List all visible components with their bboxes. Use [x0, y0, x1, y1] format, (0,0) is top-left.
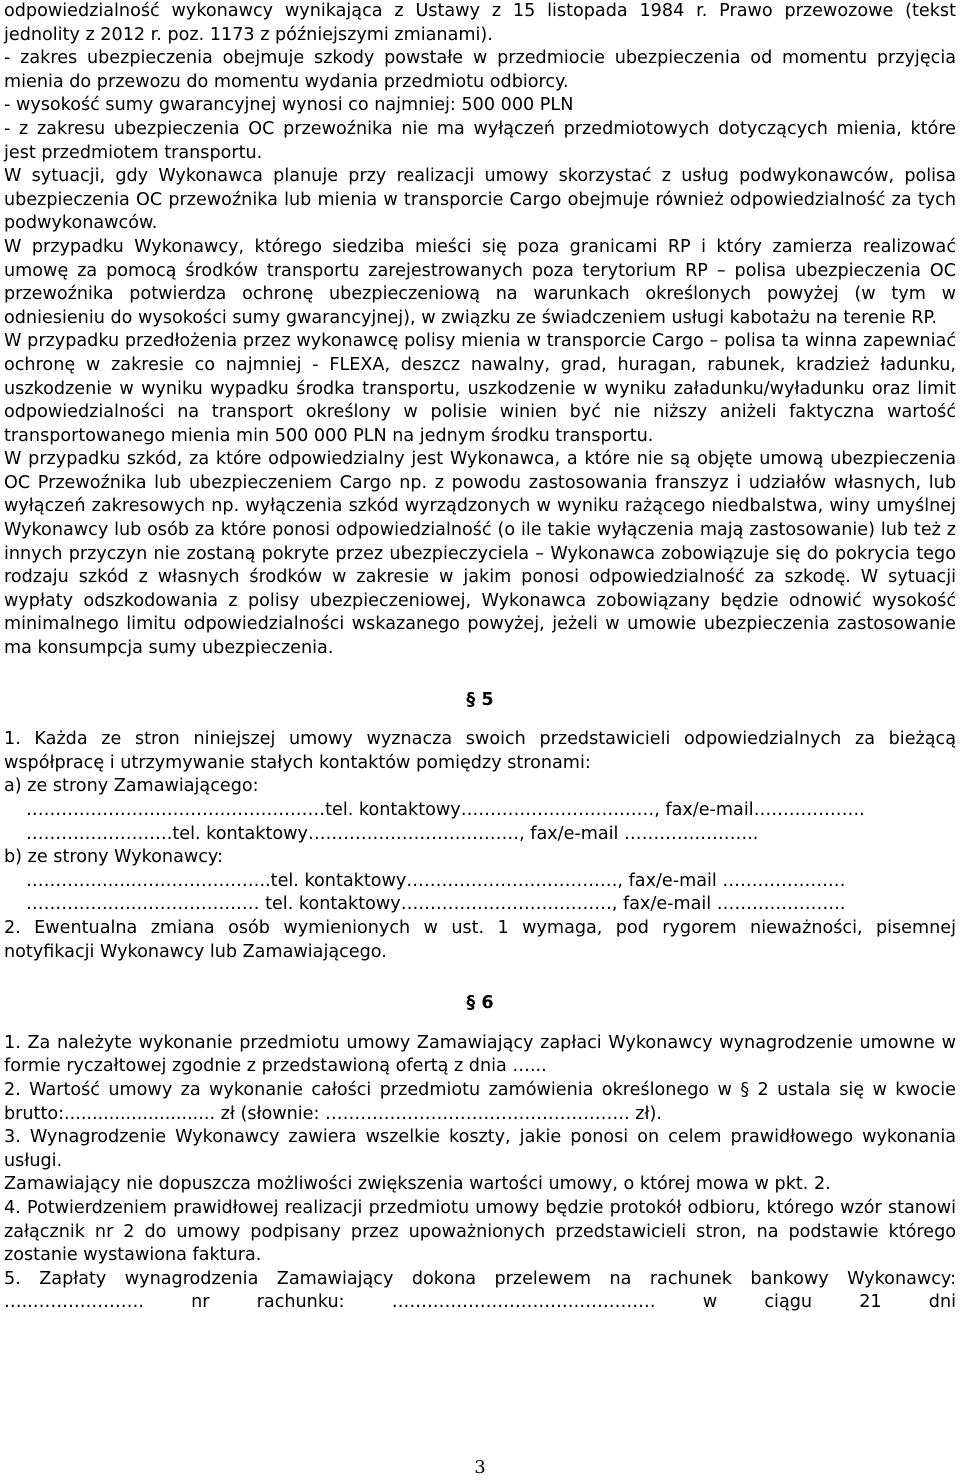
contact-line-b1: …………..…..…………………..tel. kontaktowy………………………………, fax/e-mail …………………: [26, 870, 846, 891]
section-6-item-4: 4. Potwierdzeniem prawidłowej realizacji przedmiotu umowy będzie protokół odbioru, którego wzór stanowi załącznik nr 2 do umowy podpisany przez upoważnionych przedstawicieli stron, na podstawie którego zostanie wystawiona faktura.: [4, 1197, 956, 1266]
paragraph-uncovered-damages: W przypadku szkód, za które odpowiedzialny jest Wykonawca, a które nie są objęte umową ubezpieczenia OC Przewoźnika lub ubezpieczeniem Cargo np. z powodu zastosowania franszyz i udziałów własnych, lub wyłączeń zakresowych np. wyłączenia szkód wyrządzonych w wyniku rażącego niedbalstwa, winy umyślnej Wykonawcy lub osób za które ponosi odpowiedzialność (o ile takie wyłączenia mają zastosowanie) lub też z innych przyczyn nie zostaną pokryte przez ubezpieczyciela – Wykonawca zobowiązuje się do pokrycia tego rodzaju szkód z własnych środków w zakresie w jakim ponosi odpowiedzialność za szkodę. W sytuacji wypłaty odszkodowania z polisy ubezpieczeniowej, Wykonawca zobowiązany będzie odnowić wysokość minimalnego limitu odpowiedzialności wskazanego powyżej, jeżeli w umowie ubezpieczenia zastosowanie ma konsumpcja sumy ubezpieczenia.: [4, 449, 956, 659]
section-6-item-5: 5. Zapłaty wynagrodzenia Zamawiający dokona przelewem na rachunek bankowy Wykonawcy: …..………………. nr rachunku: ……………………………………… w ciągu 21 dni: [4, 1268, 956, 1313]
paragraph-insurance-scope: - zakres ubezpieczenia obejmuje szkody powstałe w przedmiocie ubezpieczenia od momentu przyjęcia mienia do przewozu do momentu wydania przedmiotu odbiorcy.: [4, 48, 956, 92]
contact-line-a2: …………………….tel. kontaktowy………………………………, fax/e-mail …………………..: [26, 823, 759, 844]
paragraph-guarantee-sum: - wysokość sumy gwarancyjnej wynosi co najmniej: 500 000 PLN: [4, 95, 574, 116]
page-number: 3: [474, 1457, 486, 1478]
section-5-item-2: 2. Ewentualna zmiana osób wymienionych w ust. 1 wymaga, pod rygorem nieważności, pisemnej notyfikacji Wykonawcy lub Zamawiającego.: [4, 917, 956, 962]
section-6-heading: § 6: [466, 993, 494, 1014]
section-5-label-a: a) ze strony Zamawiającego:: [4, 776, 259, 797]
section-5-heading: § 5: [466, 689, 494, 710]
paragraph-cargo-policy: W przypadku przedłożenia przez wykonawcę polisy mienia w transporcie Cargo – polisa ta winna zapewniać ochronę w zakresie co najmniej - FLEXA, deszcz nawalny, grad, huragan, rabunek, kradzież ładunku, uszkodzenie w wyniku wypadku środka transportu, uszkodzenie w wyniku załadunku/wyładunku oraz limit odpowiedzialności na transport określony w polisie winien być nie niższy aniżeli faktyczna wartość transportowanego mienia min 500 000 PLN na jednym środku transportu.: [4, 331, 956, 446]
document-page: [4, 0, 956, 1315]
paragraph-no-exclusions: - z zakresu ubezpieczenia OC przewoźnika nie ma wyłączeń przedmiotowych dotyczących mienia, które jest przedmiotem transportu.: [4, 118, 956, 163]
paragraph-subcontractors: W sytuacji, gdy Wykonawca planuje przy realizacji umowy skorzystać z usług podwykonawców, polisa ubezpieczenia OC przewoźnika lub mienia w transporcie Cargo obejmuje również odpowiedzialność za tych podwykonawców.: [4, 166, 956, 234]
section-6-item-2: 2. Wartość umowy za wykonanie całości przedmiotu zamówienia określonego w § 2 ustala się w kwocie brutto:........................... zł (słownie: ……………………………………………. zł).: [4, 1079, 956, 1124]
section-6-item-1: 1. Za należyte wykonanie przedmiotu umowy Zamawiający zapłaci Wykonawcy wynagrodzenie umowne w formie ryczałtowej zgodnie z przedstawioną ofertą z dnia …...: [4, 1032, 956, 1077]
contact-line-b2: …………..…..………………… tel. kontaktowy………………………………, fax/e-mail ………………….: [26, 894, 846, 915]
section-6-item-3b: Zamawiający nie dopuszcza możliwości zwiększenia wartości umowy, o której mowa w pkt. 2.: [4, 1174, 831, 1195]
section-5-label-b: b) ze strony Wykonawcy:: [4, 847, 223, 868]
paragraph-liability-act: odpowiedzialność wykonawcy wynikająca z Ustawy z 15 listopada 1984 r. Prawo przewozowe (tekst jednolity z 2012 r. poz. 1173 z późniejszymi zmianami).: [4, 1, 956, 45]
section-5-item-1: 1. Każda ze stron niniejszej umowy wyznacza swoich przedstawicieli odpowiedzialnych za bieżącą współpracę i utrzymywanie stałych kontaktów pomiędzy stronami:: [4, 729, 956, 773]
contact-line-a1: ……………………………………………tel. kontaktowy……………………………, fax/e-mail……………….: [26, 800, 865, 820]
paragraph-foreign-contractor: W przypadku Wykonawcy, którego siedziba mieści się poza granicami RP i który zamierza realizować umowę za pomocą środków transportu zarejestrowanych poza terytorium RP – polisa ubezpieczenia OC przewoźnika potwierdza ochronę ubezpieczeniową na warunkach określonych powyżej (w tym w odniesieniu do wysokości sumy gwarancyjnej), w związku ze świadczeniem usługi kabotażu na terenie RP.: [4, 236, 956, 328]
section-6-item-3: 3. Wynagrodzenie Wykonawcy zawiera wszelkie koszty, jakie ponosi on celem prawidłowego wykonania usługi.: [4, 1127, 956, 1171]
